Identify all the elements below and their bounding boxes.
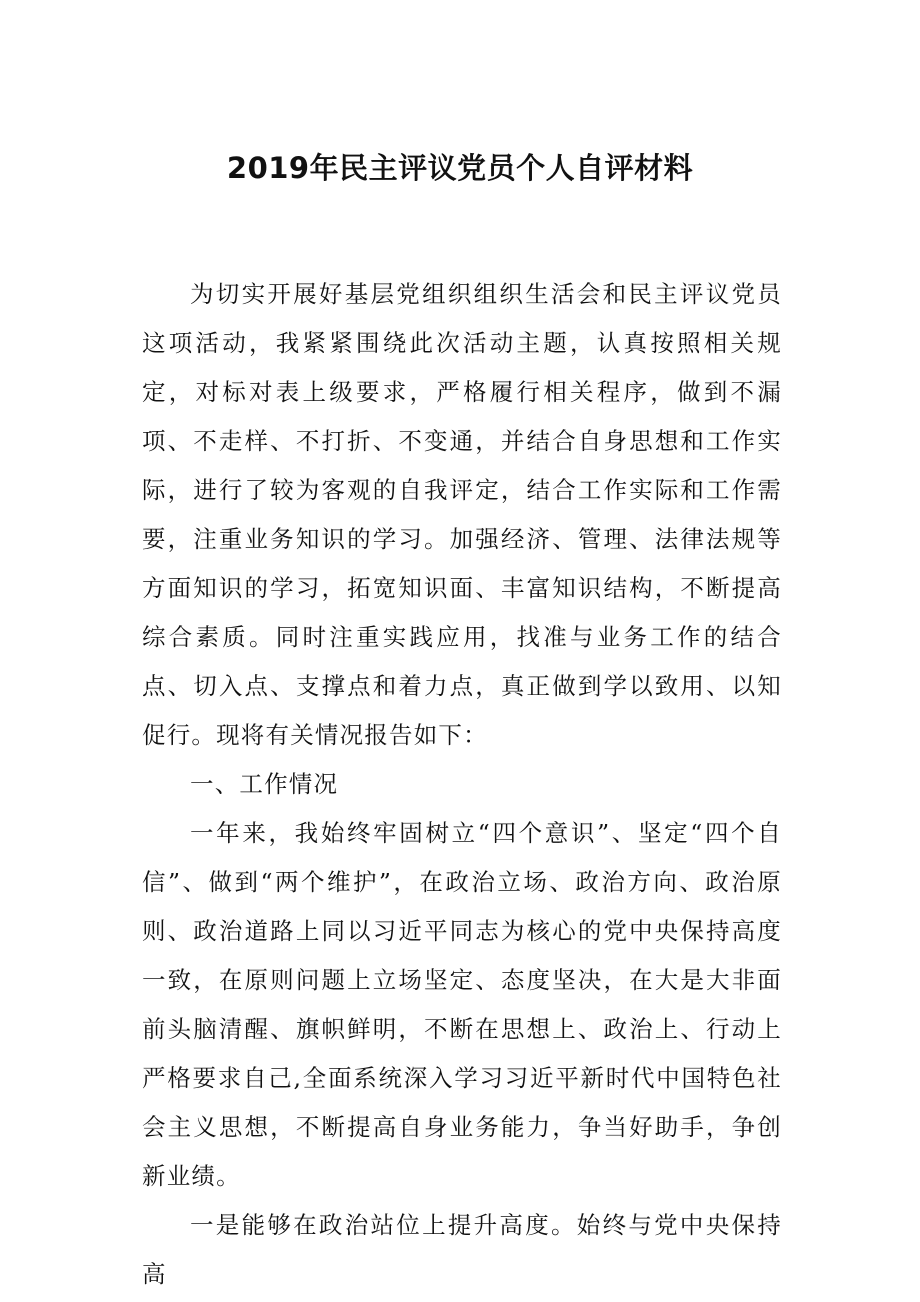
section-heading-work-situation: 一、工作情况 <box>190 770 339 798</box>
intro-paragraph: 为切实开展好基层党组织组织生活会和民主评议党员这项活动，我紧紧围绕此次活动主题，认真按照相关规定，对标对表上级要求，严格履行相关程序，做到不漏项、不走样、不打折、不变通，并结合自身思想和工作实际，进行了较为客观的自我评定，结合工作实际和工作需要，注重业务知识的学习。加强经济、管理、法律法规等方面知识的学习，拓宽知识面、丰富知识结构，不断提高综合素质。同时注重实践应用，找准与业务工作的结合点、切入点、支撑点和着力点，真正做到学以致用、以知促行。现将有关情况报告如下： <box>142 280 782 749</box>
document-body <box>142 270 782 1299</box>
work-summary-paragraph: 一年来，我始终牢固树立“四个意识”、坚定“四个自信”、做到“两个维护”，在政治立场、政治方向、政治原则、政治道路上同以习近平同志为核心的党中央保持高度一致，在原则问题上立场坚定、态度坚决，在大是大非面前头脑清醒、旗帜鲜明，不断在思想上、政治上、行动上严格要求自己,全面系统深入学习习近平新时代中国特色社会主义思想，不断提高自身业务能力，争当好助手，争创新业绩。 <box>142 819 782 1190</box>
political-stance-paragraph: 一是能够在政治站位上提升高度。始终与党中央保持高 <box>142 1211 782 1288</box>
document-title: 2019年民主评议党员个人自评材料 <box>226 151 694 185</box>
